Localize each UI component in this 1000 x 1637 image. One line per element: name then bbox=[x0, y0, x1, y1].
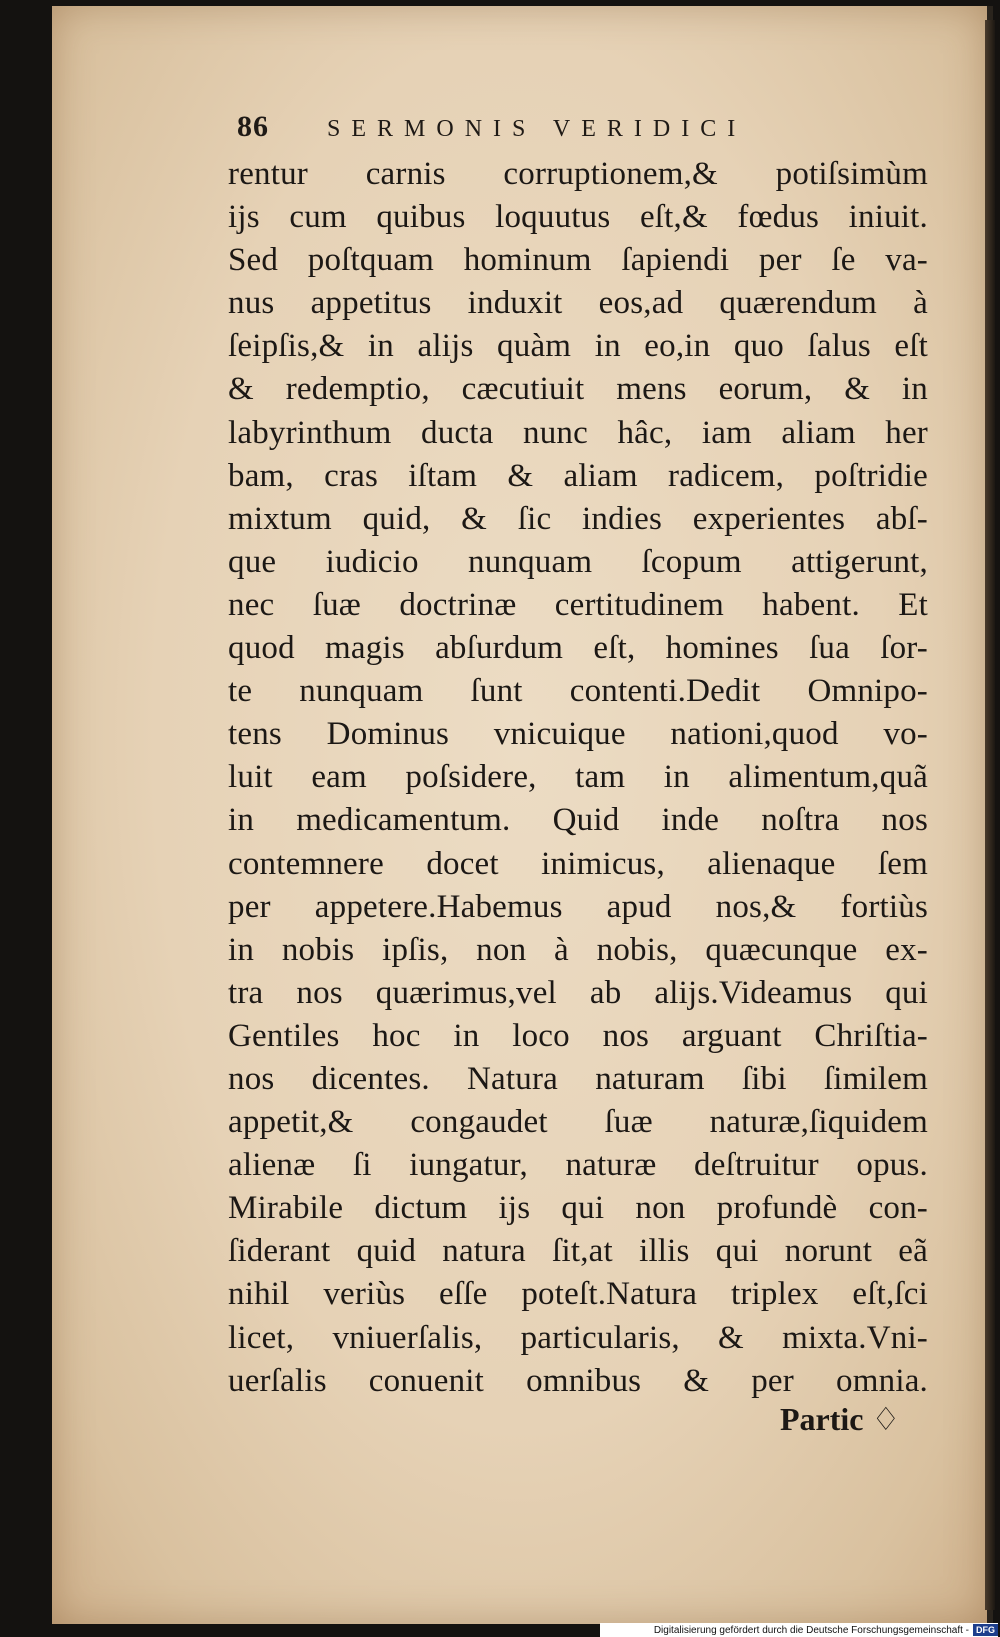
text-line: contemnere docet inimicus, alienaque ſem bbox=[228, 845, 928, 882]
dfg-logo: DFG bbox=[973, 1624, 998, 1636]
text-line: licet, vniuerſalis, particularis, & mixta.Vni- bbox=[228, 1319, 928, 1356]
text-line: rentur carnis corruptionem,& potiſsimùm bbox=[228, 156, 928, 192]
digitization-footer bbox=[600, 1623, 998, 1637]
text-line: bam, cras iſtam & aliam radicem, poſtridie bbox=[228, 457, 928, 494]
running-title: SERMONIS VERIDICI bbox=[327, 116, 747, 142]
text-line: nec ſuæ doctrinæ certitudinem habent. Et bbox=[228, 586, 928, 623]
catchword-text: Partic bbox=[780, 1401, 864, 1437]
text-line: que iudicio nunquam ſcopum attigerunt, bbox=[228, 543, 928, 580]
text-line: in nobis ipſis, non à nobis, quæcunque ex- bbox=[228, 931, 928, 968]
page-edge bbox=[985, 20, 995, 1610]
text-line: appetit,& congaudet ſuæ naturæ,ſiquidem bbox=[228, 1104, 928, 1141]
text-line: per appetere.Habemus apud nos,& fortiùs bbox=[228, 888, 928, 925]
text-line: te nunquam ſunt contenti.Dedit Omnipo- bbox=[228, 673, 928, 710]
text-line: & redemptio, cæcutiuit mens eorum, & in bbox=[228, 371, 928, 408]
text-line: nihil veriùs eſſe poteſt.Natura triplex eſt,ſci bbox=[228, 1276, 928, 1313]
footer-credit: Digitalisierung gefördert durch die Deutsche Forschungsgemeinschaft - bbox=[653, 1624, 969, 1636]
text-line: labyrinthum ducta nunc hâc, iam aliam her bbox=[228, 414, 928, 451]
catchword-ornament-icon: ♢ bbox=[871, 1401, 901, 1437]
page-header bbox=[237, 110, 917, 150]
page-number: 86 bbox=[237, 110, 269, 143]
text-line: Gentiles hoc in loco nos arguant Chriſtia- bbox=[228, 1017, 928, 1054]
text-line: uerſalis conuenit omnibus & per omnia. bbox=[228, 1362, 928, 1399]
text-line: tra nos quærimus,vel ab alijs.Videamus qui bbox=[228, 974, 928, 1011]
text-line: tens Dominus vnicuique nationi,quod vo- bbox=[228, 716, 928, 753]
text-line: ſeipſis,& in alijs quàm in eo,in quo ſalus eſt bbox=[228, 328, 928, 365]
body-text bbox=[228, 153, 928, 1403]
text-line: mixtum quid, & ſic indies experientes abſ- bbox=[228, 500, 928, 537]
text-line: nos dicentes. Natura naturam ſibi ſimilem bbox=[228, 1060, 928, 1097]
text-line: quod magis abſurdum eſt, homines ſua ſor- bbox=[228, 630, 928, 667]
text-line: alienæ ſi iungatur, naturæ deſtruitur opus. bbox=[228, 1147, 928, 1184]
text-line: Sed poſtquam hominum ſapiendi per ſe va- bbox=[228, 242, 928, 279]
text-line: Mirabile dictum ijs qui non profundè con- bbox=[228, 1190, 928, 1227]
text-line: in medicamentum. Quid inde noſtra nos bbox=[228, 802, 928, 839]
text-line: ſiderant quid natura ſit,at illis qui norunt eã bbox=[228, 1233, 928, 1270]
text-line: luit eam poſsidere, tam in alimentum,quã bbox=[228, 759, 928, 796]
text-line: nus appetitus induxit eos,ad quærendum à bbox=[228, 285, 928, 322]
text-line: ijs cum quibus loquutus eſt,& fœdus iniuit. bbox=[228, 199, 928, 236]
catchword bbox=[780, 1400, 940, 1438]
